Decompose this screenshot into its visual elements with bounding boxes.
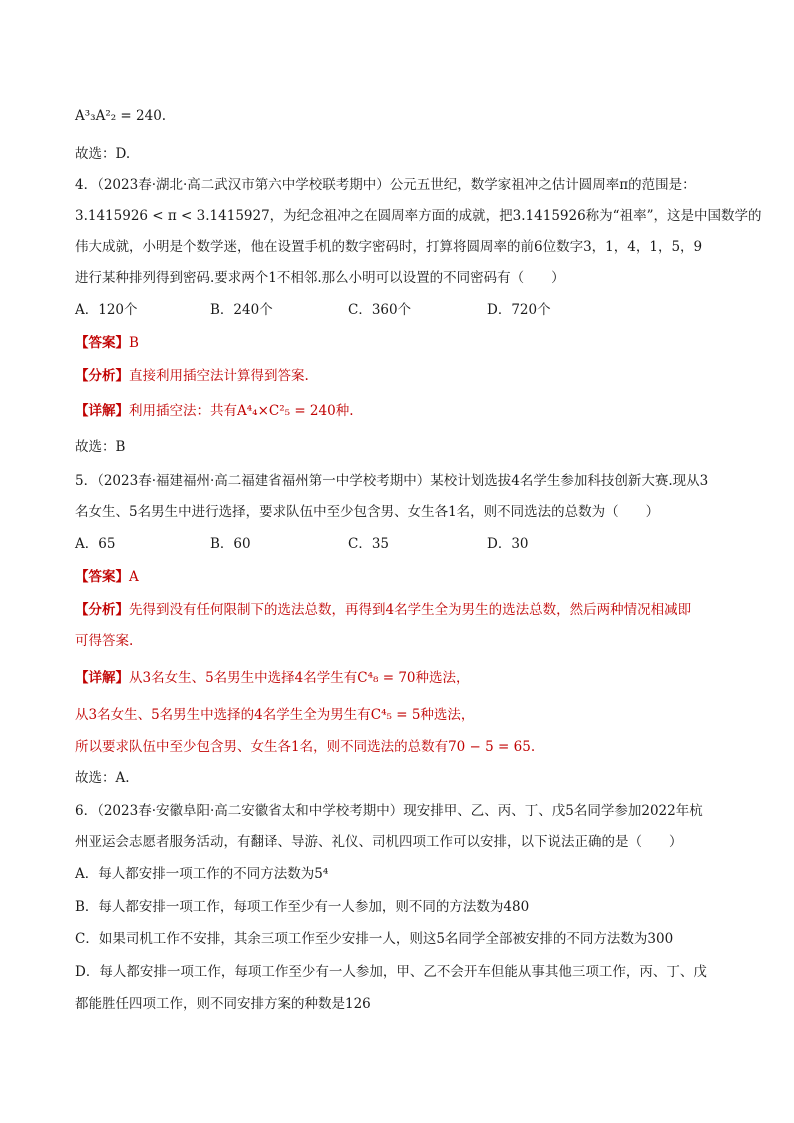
q5-option-c: C．35 <box>348 536 390 552</box>
prev-answer-pick: 故选：D. <box>75 146 131 162</box>
q5-option-b: B．60 <box>210 536 251 552</box>
q6-option-d-line-2: 都能胜任四项工作，则不同安排方案的种数是126 <box>75 996 371 1012</box>
q5-option-d: D．30 <box>487 536 529 552</box>
q6-option-c: C．如果司机工作不安排，其余三项工作至少安排一人，则这5名同学全部被安排的不同方法数为300 <box>75 931 674 947</box>
q4-option-d: D．720个 <box>487 302 551 318</box>
detail-text: 从3名女生、5名男生中选择4名学生有C⁴₈ = 70种选法， <box>129 670 470 686</box>
q5-analysis-line-2: 可得答案. <box>75 633 134 649</box>
q4-detail <box>75 401 354 421</box>
prev-formula: A³₃A²₂ = 240. <box>75 108 167 124</box>
answer-tag: 【答案】 <box>75 335 129 351</box>
q6-option-d-line-1: D．每人都安排一项工作，每项工作至少有一人参加，甲、乙不会开车但能从事其他三项工作，丙、丁、戊 <box>75 964 707 980</box>
q4-answer <box>75 333 139 353</box>
q5-detail-line-3: 所以要求队伍中至少包含男、女生各1名，则不同选法的总数有70 − 5 = 65. <box>75 739 536 755</box>
q4-stem-line-3: 伟大成就，小明是个数学迷，他在设置手机的数字密码时，打算将圆周率的前6位数字3，1，4，1，5，9 <box>75 239 703 255</box>
answer-value: B <box>129 335 139 351</box>
q5-detail-line-2: 从3名女生、5名男生中选择的4名学生全为男生有C⁴₅ = 5种选法， <box>75 707 475 723</box>
q4-analysis <box>75 366 309 386</box>
q5-answer-pick: 故选：A. <box>75 770 130 786</box>
q6-stem-line-1: 6．（2023春·安徽阜阳·高二安徽省太和中学校考期中）现安排甲、乙、丙、丁、戊5名同学参加2022年杭 <box>75 803 703 819</box>
q4-option-a: A．120个 <box>75 302 138 318</box>
q4-stem-line-1: 4．（2023春·湖北·高二武汉市第六中学校联考期中）公元五世纪，数学家祖冲之估计圆周率π的范围是： <box>75 177 696 193</box>
q5-detail-line-1 <box>75 668 470 688</box>
q6-stem-line-2: 州亚运会志愿者服务活动，有翻译、导游、礼仪、司机四项工作可以安排，以下说法正确的是（ ） <box>75 834 683 850</box>
q4-stem-line-4: 进行某种排列得到密码.要求两个1不相邻.那么小明可以设置的不同密码有（ ） <box>75 270 565 286</box>
q4-stem-line-2: 3.1415926 < π < 3.1415927，为纪念祖冲之在圆周率方面的成就，把3.1415926称为“祖率”，这是中国数学的 <box>75 208 762 224</box>
analysis-tag: 【分析】 <box>75 368 129 384</box>
q5-analysis-line-1 <box>75 600 691 620</box>
q6-option-b: B．每人都安排一项工作，每项工作至少有一人参加，则不同的方法数为480 <box>75 899 530 915</box>
q4-answer-pick: 故选：B <box>75 439 126 455</box>
detail-tag: 【详解】 <box>75 670 129 686</box>
q5-stem-line-1: 5．（2023春·福建福州·高二福建省福州第一中学校考期中）某校计划选拔4名学生参加科技创新大赛.现从3 <box>75 473 709 489</box>
q4-option-c: C．360个 <box>348 302 412 318</box>
analysis-text: 先得到没有任何限制下的选法总数，再得到4名学生全为男生的选法总数，然后两种情况相减即 <box>129 602 692 618</box>
q5-stem-line-2: 名女生、5名男生中进行选择，要求队伍中至少包含男、女生各1名，则不同选法的总数为（ ） <box>75 504 660 520</box>
detail-tag: 【详解】 <box>75 403 129 419</box>
q5-answer <box>75 567 139 587</box>
detail-text: 利用插空法：共有A⁴₄×C²₅ = 240种. <box>129 403 354 419</box>
answer-tag: 【答案】 <box>75 569 129 585</box>
answer-value: A <box>129 569 139 585</box>
q6-option-a: A．每人都安排一项工作的不同方法数为5⁴ <box>75 866 329 882</box>
analysis-tag: 【分析】 <box>75 602 129 618</box>
q4-option-b: B．240个 <box>210 302 273 318</box>
analysis-text: 直接利用插空法计算得到答案. <box>129 368 309 384</box>
q5-option-a: A．65 <box>75 536 116 552</box>
